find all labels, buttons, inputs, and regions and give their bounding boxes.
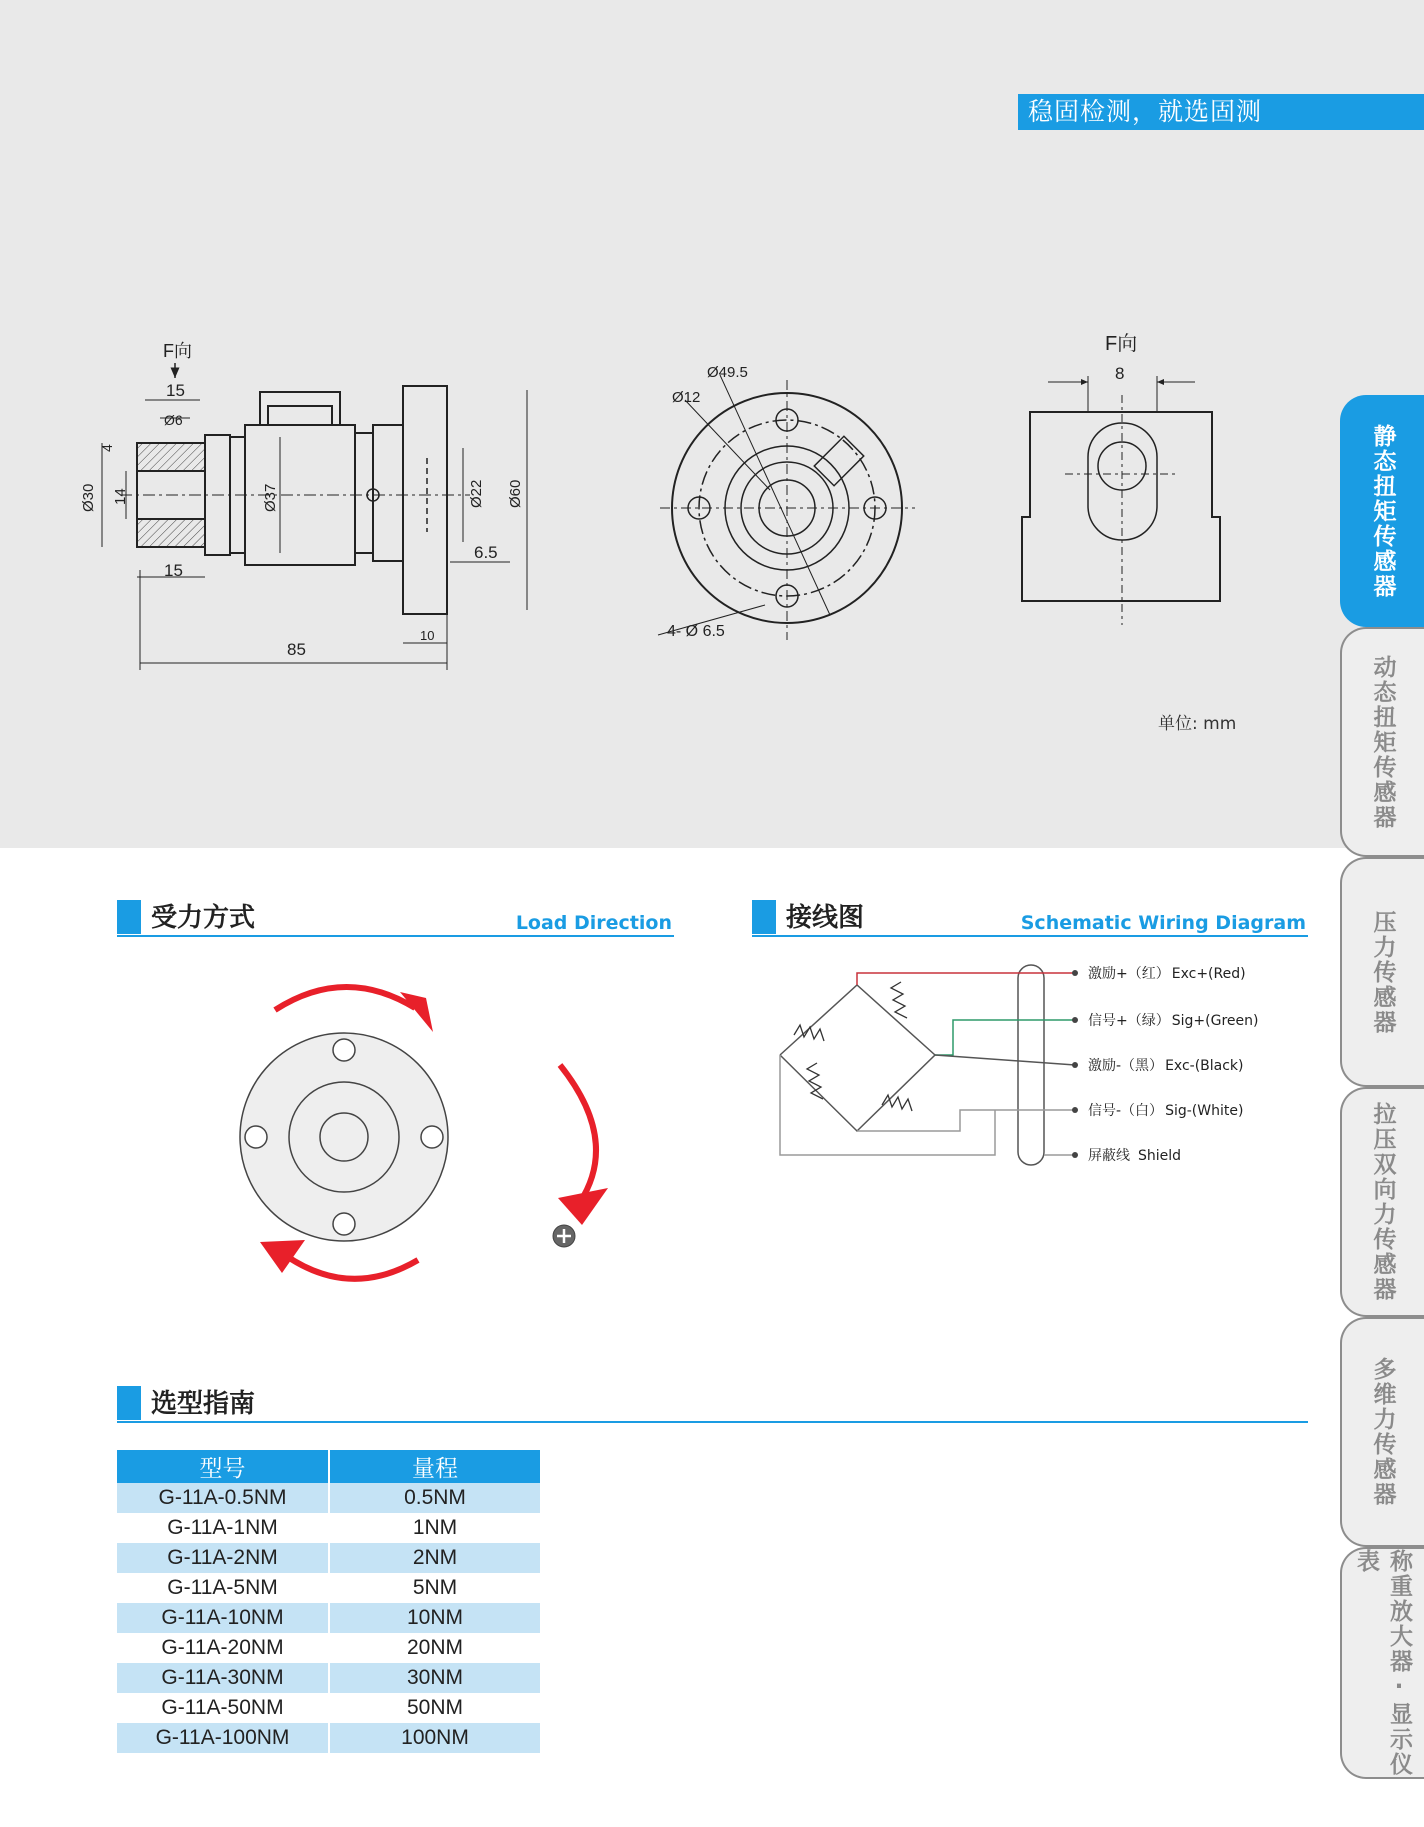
wiring-title: 接线图 [786, 903, 865, 933]
unit-label: 单位: mm [1158, 714, 1237, 734]
table-row [117, 1603, 541, 1633]
dim-d30: Ø30 [80, 483, 97, 512]
dim-85: 85 [287, 640, 306, 659]
rotation-arrow-top [275, 987, 415, 1010]
tab-pressure-sensor[interactable]: 压力传感器 [1340, 857, 1424, 1087]
dim-15-top: 15 [166, 381, 185, 400]
table-row [117, 1513, 541, 1543]
table-header-row [117, 1450, 541, 1483]
selection-table [117, 1450, 542, 1753]
dim-4: 4 [99, 444, 115, 452]
rotation-arrow-bottom [285, 1255, 418, 1279]
section-marker [117, 900, 141, 934]
load-direction-title: 受力方式 [151, 903, 256, 933]
load-direction-header [117, 897, 674, 937]
model-cell: G-11A-1NM [117, 1513, 329, 1543]
front-view [658, 364, 915, 640]
table-row [117, 1543, 541, 1573]
range-cell: 10NM [329, 1603, 541, 1633]
tab-dynamic-torque-sensor[interactable]: 动态扭矩传感器 [1340, 627, 1424, 857]
rotation-arrow-right [560, 1065, 596, 1202]
tab-amplifier-display[interactable]: 称重放大器·显示仪表 [1340, 1547, 1424, 1779]
side-view [80, 341, 527, 670]
wiring-subtitle: Schematic Wiring Diagram [1020, 912, 1306, 934]
col-header-range: 量程 [329, 1450, 541, 1483]
model-cell: G-11A-50NM [117, 1693, 329, 1723]
wiring-header [752, 897, 1308, 937]
wire-label-sig-plus: 信号+（绿） Sig+(Green) [1088, 1013, 1259, 1029]
model-cell: G-11A-100NM [117, 1723, 329, 1753]
range-cell: 5NM [329, 1573, 541, 1603]
selection-header [117, 1383, 1308, 1423]
dim-4-holes: 4- Ø 6.5 [667, 623, 725, 640]
model-cell: G-11A-5NM [117, 1573, 329, 1603]
table-row [117, 1723, 541, 1753]
technical-drawings [0, 0, 1340, 848]
range-cell: 0.5NM [329, 1483, 541, 1513]
dim-15-bottom: 15 [164, 561, 183, 580]
dim-d12: Ø12 [672, 389, 701, 406]
col-header-model: 型号 [117, 1450, 329, 1483]
section-marker [117, 1386, 141, 1420]
tab-tension-compression-sensor[interactable]: 拉压双向力传感器 [1340, 1087, 1424, 1317]
wire-label-shield: 屏蔽线 Shield [1088, 1148, 1182, 1164]
range-cell: 2NM [329, 1543, 541, 1573]
wiring-diagram [770, 955, 1310, 1180]
wire-label-sig-minus: 信号-（白） Sig-(White) [1088, 1103, 1244, 1119]
table-row [117, 1483, 541, 1513]
table-row [117, 1633, 541, 1663]
dim-14: 14 [112, 488, 129, 505]
side-f-label: F向 [163, 341, 192, 361]
f-view [1022, 332, 1220, 625]
dim-d49-5: Ø49.5 [707, 364, 748, 381]
model-cell: G-11A-30NM [117, 1663, 329, 1693]
dim-8: 8 [1115, 364, 1125, 383]
tab-static-torque-sensor[interactable]: 静态扭矩传感器 [1340, 395, 1424, 627]
dim-d6: Ø6 [164, 412, 183, 428]
range-cell: 100NM [329, 1723, 541, 1753]
table-row [117, 1663, 541, 1693]
flange-face [240, 1033, 448, 1241]
dim-d60: Ø60 [507, 479, 524, 508]
wire-label-exc-plus: 激励+（红） Exc+(Red) [1088, 966, 1246, 982]
model-cell: G-11A-0.5NM [117, 1483, 329, 1513]
slogan-banner: 稳固检测，就选固测 [1018, 94, 1424, 130]
table-row [117, 1693, 541, 1723]
range-cell: 50NM [329, 1693, 541, 1723]
dim-d37: Ø37 [262, 483, 279, 512]
dim-10: 10 [420, 628, 435, 643]
section-marker [752, 900, 776, 934]
load-direction-subtitle: Load Direction [515, 912, 672, 934]
load-direction-illustration [220, 970, 640, 1300]
table-row [117, 1573, 541, 1603]
model-cell: G-11A-20NM [117, 1633, 329, 1663]
model-cell: G-11A-2NM [117, 1543, 329, 1573]
dim-6-5: 6.5 [474, 543, 498, 562]
f-view-label: F向 [1105, 333, 1138, 355]
cable [1018, 965, 1044, 1165]
tab-multi-axis-force-sensor[interactable]: 多维力传感器 [1340, 1317, 1424, 1547]
range-cell: 1NM [329, 1513, 541, 1543]
range-cell: 20NM [329, 1633, 541, 1663]
dim-d22: Ø22 [468, 479, 485, 508]
range-cell: 30NM [329, 1663, 541, 1693]
model-cell: G-11A-10NM [117, 1603, 329, 1633]
selection-title: 选型指南 [151, 1389, 256, 1419]
wire-label-exc-minus: 激励-（黑） Exc-(Black) [1088, 1058, 1244, 1074]
